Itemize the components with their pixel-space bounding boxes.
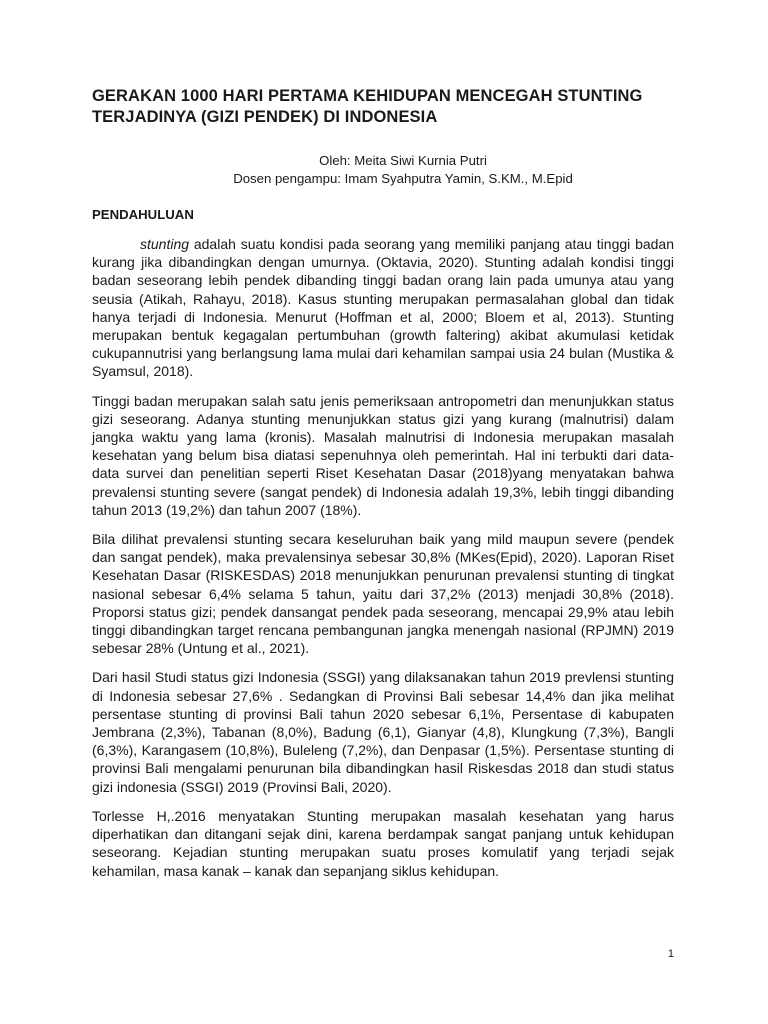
author-line: Oleh: Meita Siwi Kurnia Putri [319,153,487,168]
paragraph-1-text: adalah suatu kondisi pada seorang yang memiliki panjang atau tinggi badan kurang jika dibandingkan dengan umurnya. (Oktavia, 2020). Stunting adalah kondisi tinggi badan seseorang lebih pendek dibanding tinggi badan orang lain pada umunya atau yang seusia (Atikah, Rahayu, 2018). Kasus stunting merupakan permasalahan global dan tidak hanya terjadi di Indonesia. Menurut (Hoffman et al, 2000; Bloem et al, 2013). Stunting merupakan bentuk kegagalan pertumbuhan (growth faltering) akibat akumulasi ketidak cukupannutrisi yang berlangsung lama mulai dari kehamilan sampai usia 24 bulan (Mustika & Syamsul, 2018). [92,236,674,380]
paragraph-2: Tinggi badan merupakan salah satu jenis pemeriksaan antropometri dan menunjukkan status gizi seseorang. Adanya stunting menunjukkan status gizi yang kurang (malnutrisi) dalam jangka waktu yang lama (kronis). Masalah malnutrisi di Indonesia merupakan masalah kesehatan yang belum bisa diatasi sepenuhnya oleh pemerintah. Hal ini terbukti dari data- data survei dan penelitian seperti Riset Kesehatan Dasar (2018)yang menyatakan bahwa prevalensi stunting severe (sangat pendek) di Indonesia adalah 19,3%, lebih tinggi dibanding tahun 2013 (19,2%) dan tahun 2007 (18%). [92,392,674,518]
paragraph-1 [92,235,674,381]
lecturer-line: Dosen pengampu: Imam Syahputra Yamin, S.KM., M.Epid [233,171,573,186]
paragraph-5: Torlesse H,.2016 menyatakan Stunting merupakan masalah kesehatan yang harus diperhatikan dan ditangani sejak dini, karena berdampak sangat panjang untuk kehidupan seseorang. Kejadian stunting merupakan suatu proses komulatif yang terjadi sejak kehamilan, masa kanak – kanak dan sepanjang siklus kehidupan. [92,807,674,879]
document-title: GERAKAN 1000 HARI PERTAMA KEHIDUPAN MENCEGAH STUNTING TERJADINYA (GIZI PENDEK) DI INDONESIA [92,87,643,126]
paragraph-3: Bila dilihat prevalensi stunting secara keseluruhan baik yang mild maupun severe (pendek dan sangat pendek), maka prevalensinya sebesar 30,8% (MKes(Epid), 2020). Laporan Riset Kesehatan Dasar (RISKESDAS) 2018 menunjukkan penurunan prevalensi stunting di tingkat nasional sebesar 6,4% selama 5 tahun, yaitu dari 37,2% (2013) menjadi 30,8% (2018). Proporsi status gizi; pendek dansangat pendek pada seseorang, mencapai 29,9% atau lebih tinggi dibandingkan target rencana pembangunan jangka menengah nasional (RPJMN) 2019 sebesar 28% (Untung et al., 2021). [92,531,674,657]
italic-term: stunting [140,236,190,252]
section-heading: PENDAHULUAN [92,207,194,222]
author-block [132,152,674,188]
page-number: 1 [667,948,674,960]
paragraph-4: Dari hasil Studi status gizi Indonesia (SSGI) yang dilaksanakan tahun 2019 prevlensi stunting di Indonesia sebesar 27,6% . Sedangkan di Provinsi Bali sebesar 14,4% dan jika melihat persentase stunting di provinsi Bali tahun 2020 sebesar 6,1%, Persentase di kabupaten Jembrana (2,3%), Tabanan (8,0%), Badung (6,1), Gianyar (4,8), Klungkung (7,3%), Bangli (6,3%), Karangasem (10,8%), Buleleng (7,2%), dan Denpasar (1,5%). Persentase stunting di provinsi Bali mengalami penurunan bila dibandingkan hasil Riskesdas 2018 dan studi status gizi indonesia (SSGI) 2019 (Provinsi Bali, 2020). [92,669,674,795]
document-page [92,86,674,891]
